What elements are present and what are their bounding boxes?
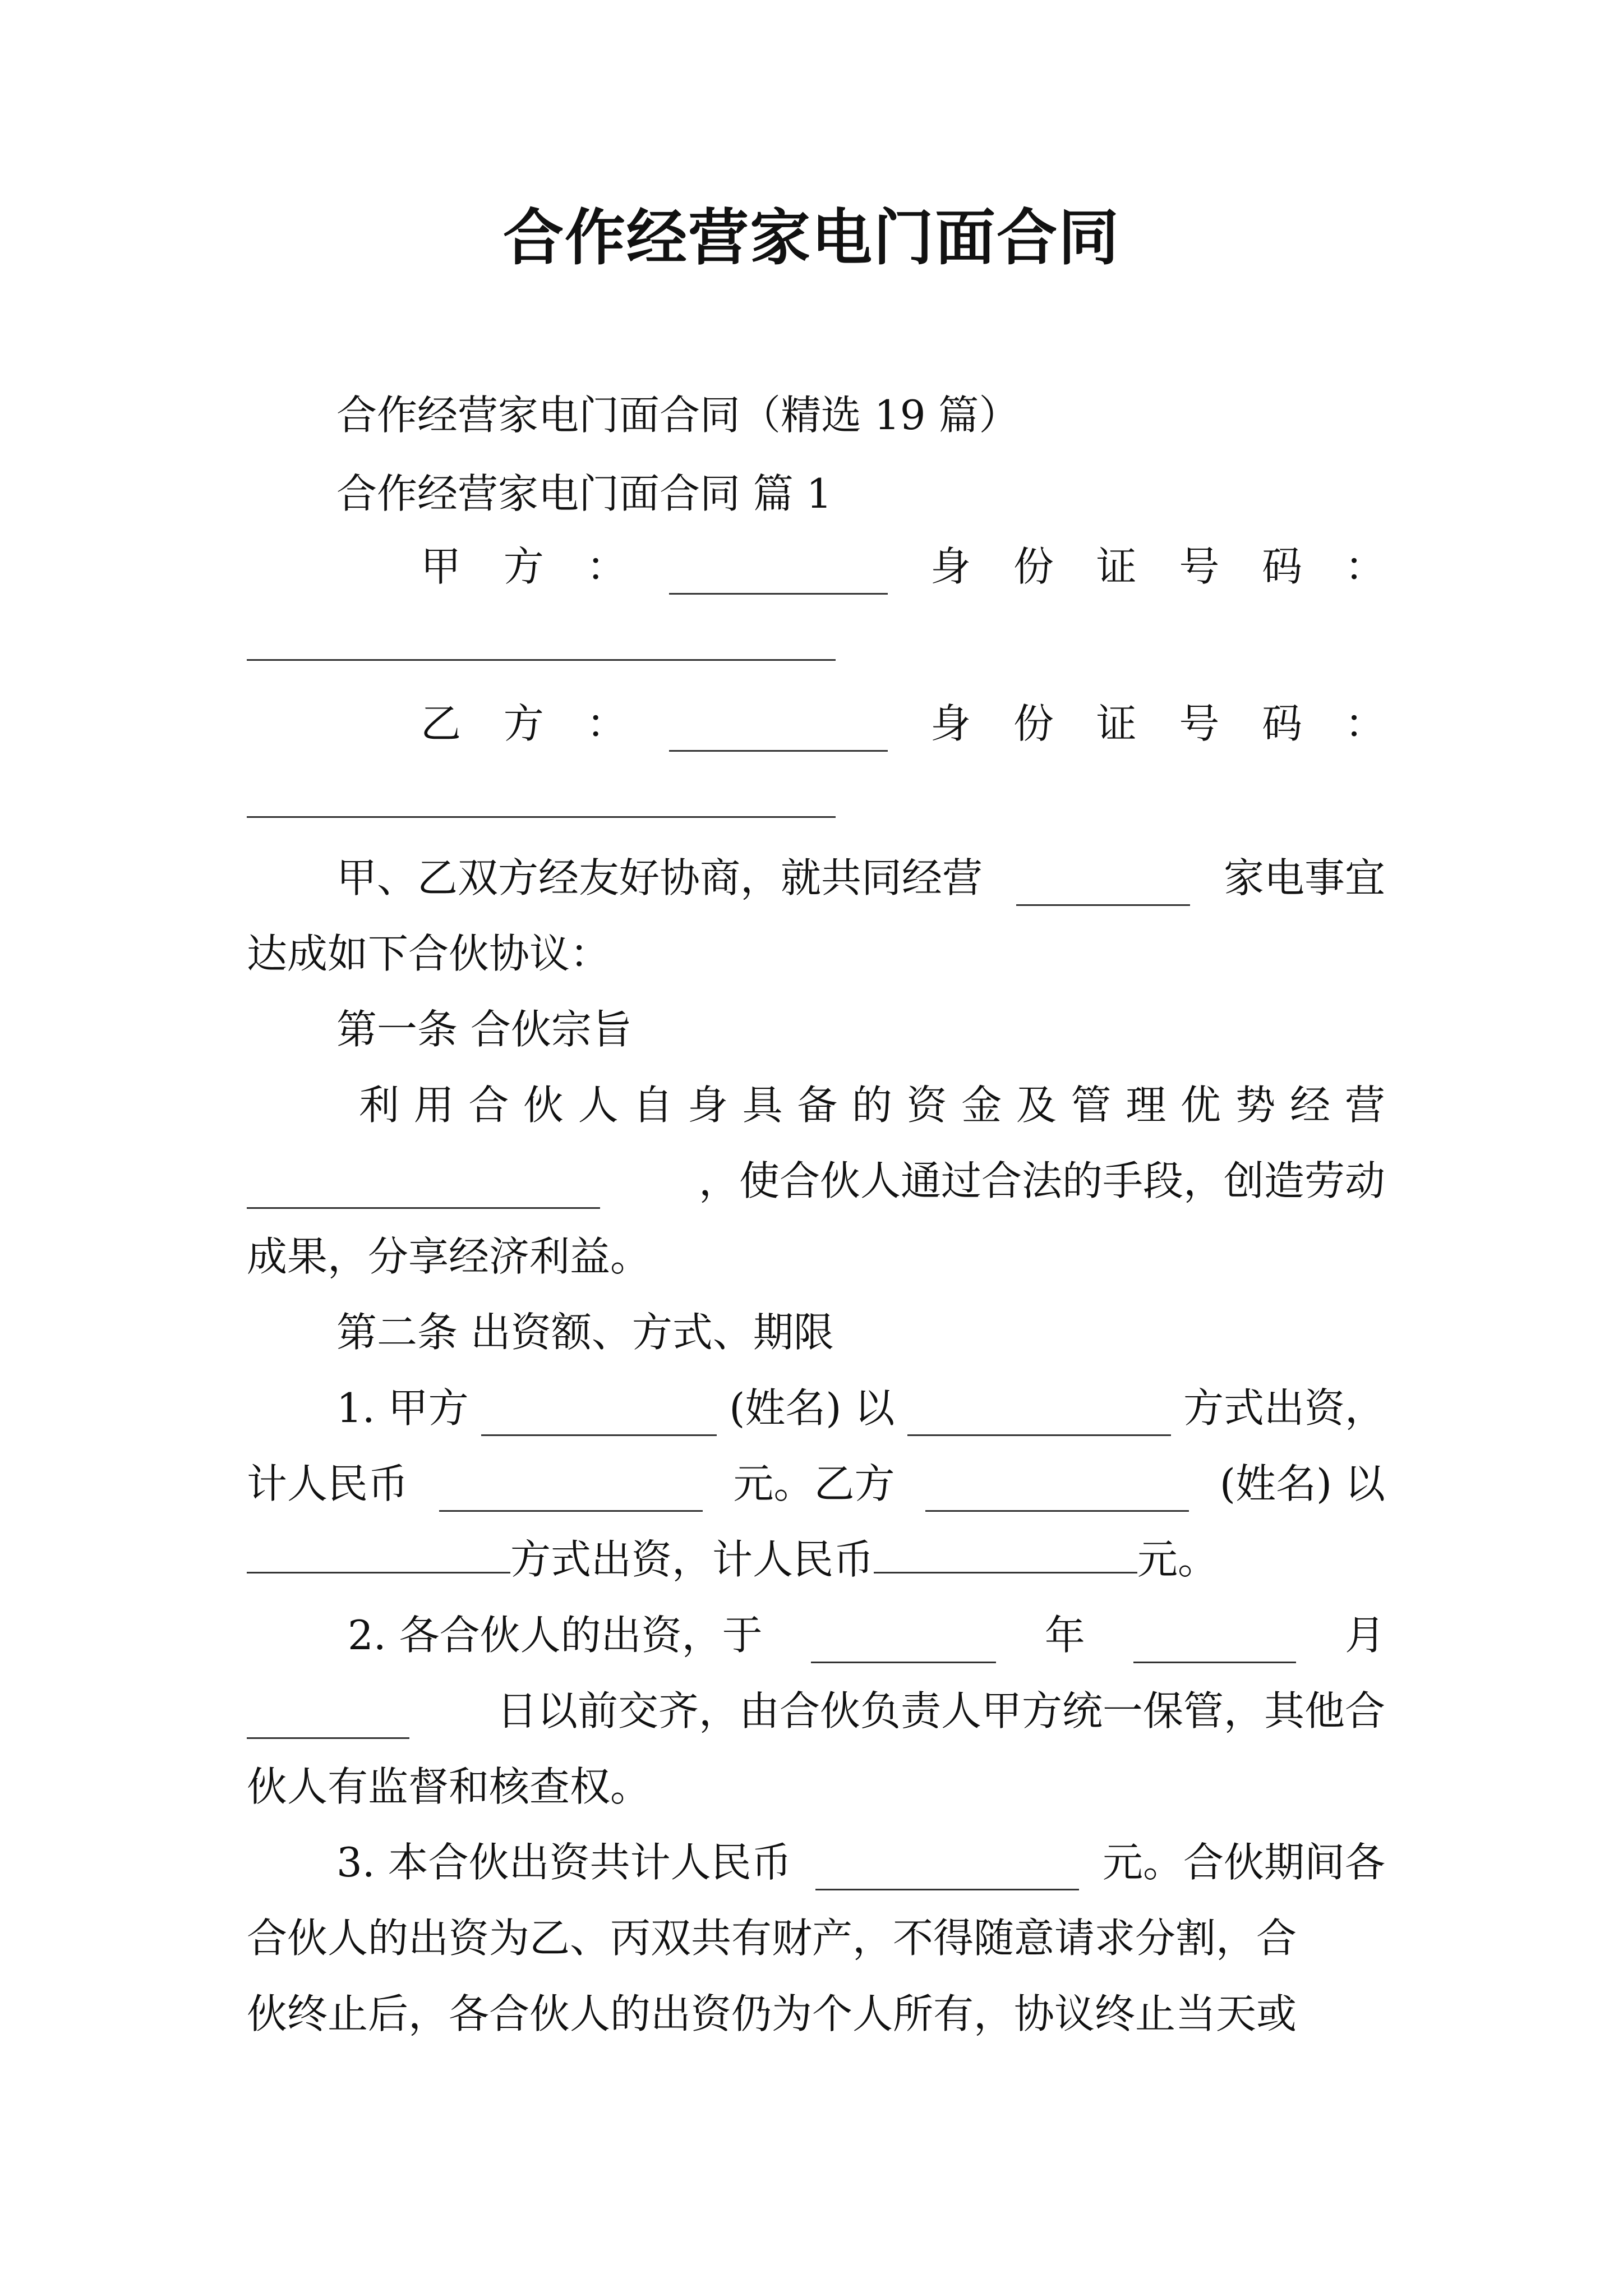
clause-text: 3. 本合伙出资共计人民币 <box>336 1839 792 1886</box>
clause-text: 2. 各合伙人的出资，于 <box>348 1612 763 1659</box>
article-1-line-2-text: ，使合伙人通过合法的手段，创造劳动 <box>698 1157 1385 1204</box>
party-a-line <box>421 539 1385 595</box>
party-a-char: 方 <box>503 543 544 590</box>
party-b-id-char: ： <box>1344 700 1385 747</box>
article-1-char: 身 <box>687 1082 728 1129</box>
article-1-char: 资 <box>906 1082 947 1129</box>
party-b-id-char: 份 <box>1013 700 1054 747</box>
intro-text-before: 甲、乙双方经友好协商，就共同经营 <box>336 854 983 901</box>
article-2-p3-line-3: 伙终止后，各合伙人的出资仍为个人所有，协议终止当天或 <box>247 1990 1297 2037</box>
article-1-char: 经 <box>1290 1082 1331 1129</box>
party-a-name-blank <box>669 553 888 595</box>
party-a-id-char: 身 <box>930 543 971 590</box>
article-1-line-3: 成果，分享经济利益。 <box>247 1233 651 1280</box>
party-b-amount-blank <box>874 1531 1137 1573</box>
article-1-char: 金 <box>961 1082 1002 1129</box>
party-b-id-char: 号 <box>1179 700 1220 747</box>
party-b-char: 乙 <box>421 700 462 747</box>
party-b-id-char: 证 <box>1096 700 1137 747</box>
document-subtitle: 合作经营家电门面合同（精选 19 篇） <box>336 392 1020 439</box>
article-1-char: 营 <box>1344 1082 1385 1129</box>
article-2-p2-line-1 <box>348 1607 1385 1663</box>
clause-text: 元。乙方 <box>733 1460 895 1507</box>
article-1-char: 人 <box>578 1082 619 1129</box>
clause-text: 年 <box>1044 1612 1085 1659</box>
article-1-char: 及 <box>1016 1082 1057 1129</box>
clause-text: 1. 甲方 <box>336 1384 469 1432</box>
party-a-fullname-blank <box>481 1394 717 1436</box>
article-1-line-1 <box>359 1077 1385 1133</box>
clause-text: 月 <box>1344 1612 1385 1659</box>
party-b-id-char: 身 <box>930 700 971 747</box>
party-b-name-blank <box>669 710 888 752</box>
party-a-id-char: 份 <box>1013 543 1054 590</box>
party-b-char: ： <box>586 700 627 747</box>
party-b-char: 方 <box>503 700 544 747</box>
clause-text: 方式出资， <box>1183 1384 1385 1432</box>
party-a-id-char: 证 <box>1096 543 1137 590</box>
article-2-p1-line-1 <box>247 1380 1385 1436</box>
clause-text: 方式出资，计人民币 <box>510 1536 874 1583</box>
article-2-p2-line-2 <box>247 1683 1385 1739</box>
article-1-char: 伙 <box>523 1082 564 1129</box>
party-a-method-blank <box>907 1394 1171 1436</box>
article-2-p1-line-2 <box>247 1456 1385 1512</box>
party-a-char: 甲 <box>421 543 462 590</box>
article-1-char: 理 <box>1126 1082 1166 1129</box>
intro-line-2: 达成如下合伙协议： <box>247 930 611 977</box>
article-2-p2-line-3: 伙人有监督和核查权。 <box>247 1763 651 1810</box>
clause-text: (姓名) 以 <box>1219 1460 1385 1507</box>
party-b-id-blank <box>247 816 836 818</box>
clause-text: 元。合伙期间各 <box>1102 1839 1385 1886</box>
article-1-char: 的 <box>851 1082 892 1129</box>
deadline-month-blank <box>1133 1621 1296 1663</box>
article-2-p3-line-1 <box>247 1834 1385 1890</box>
article-1-heading: 第一条 合伙宗旨 <box>336 1006 632 1053</box>
article-2-heading: 第二条 出资额、方式、期限 <box>336 1309 834 1356</box>
party-a-id-char: 号 <box>1179 543 1220 590</box>
article-1-char: 势 <box>1235 1082 1276 1129</box>
deadline-day-blank <box>247 1697 409 1739</box>
party-b-method-blank <box>247 1531 510 1573</box>
article-1-char: 合 <box>468 1082 509 1129</box>
article-1-char: 自 <box>633 1082 674 1129</box>
clause-text: 日以前交齐，由合伙负责人甲方统一保管，其他合 <box>496 1687 1385 1734</box>
party-b-line <box>421 696 1385 752</box>
document-title: 合作经营家电门面合同 <box>502 203 1120 273</box>
article-1-line-2 <box>247 1153 1385 1209</box>
article-1-char: 利 <box>359 1082 400 1129</box>
party-a-char: ： <box>586 543 627 590</box>
article-1-char: 优 <box>1180 1082 1221 1129</box>
party-a-amount-blank <box>439 1470 703 1512</box>
party-a-id-blank <box>247 659 836 661</box>
business-scope-blank <box>247 1167 600 1209</box>
article-1-char: 具 <box>742 1082 783 1129</box>
intro-text-after: 家电事宜 <box>1223 854 1385 901</box>
deadline-year-blank <box>811 1621 996 1663</box>
clause-text: 计人民币 <box>247 1460 409 1507</box>
party-b-id-char: 码 <box>1262 700 1303 747</box>
total-amount-blank <box>815 1848 1079 1890</box>
business-name-blank <box>1016 864 1190 906</box>
article-1-char: 用 <box>413 1082 454 1129</box>
intro-line-1 <box>247 850 1385 906</box>
clause-text: 元。 <box>1137 1536 1219 1583</box>
article-2-p1-line-3 <box>247 1531 1385 1588</box>
party-a-id-char: 码 <box>1262 543 1303 590</box>
clause-text: (姓名) 以 <box>729 1384 895 1432</box>
article-2-p3-line-2: 合伙人的出资为乙、丙双共有财产，不得随意请求分割，合 <box>247 1915 1297 1962</box>
article-1-char: 管 <box>1071 1082 1112 1129</box>
article-1-char: 备 <box>797 1082 838 1129</box>
party-b-fullname-blank <box>925 1470 1189 1512</box>
section-heading: 合作经营家电门面合同 篇 1 <box>336 470 832 517</box>
party-a-id-char: ： <box>1344 543 1385 590</box>
